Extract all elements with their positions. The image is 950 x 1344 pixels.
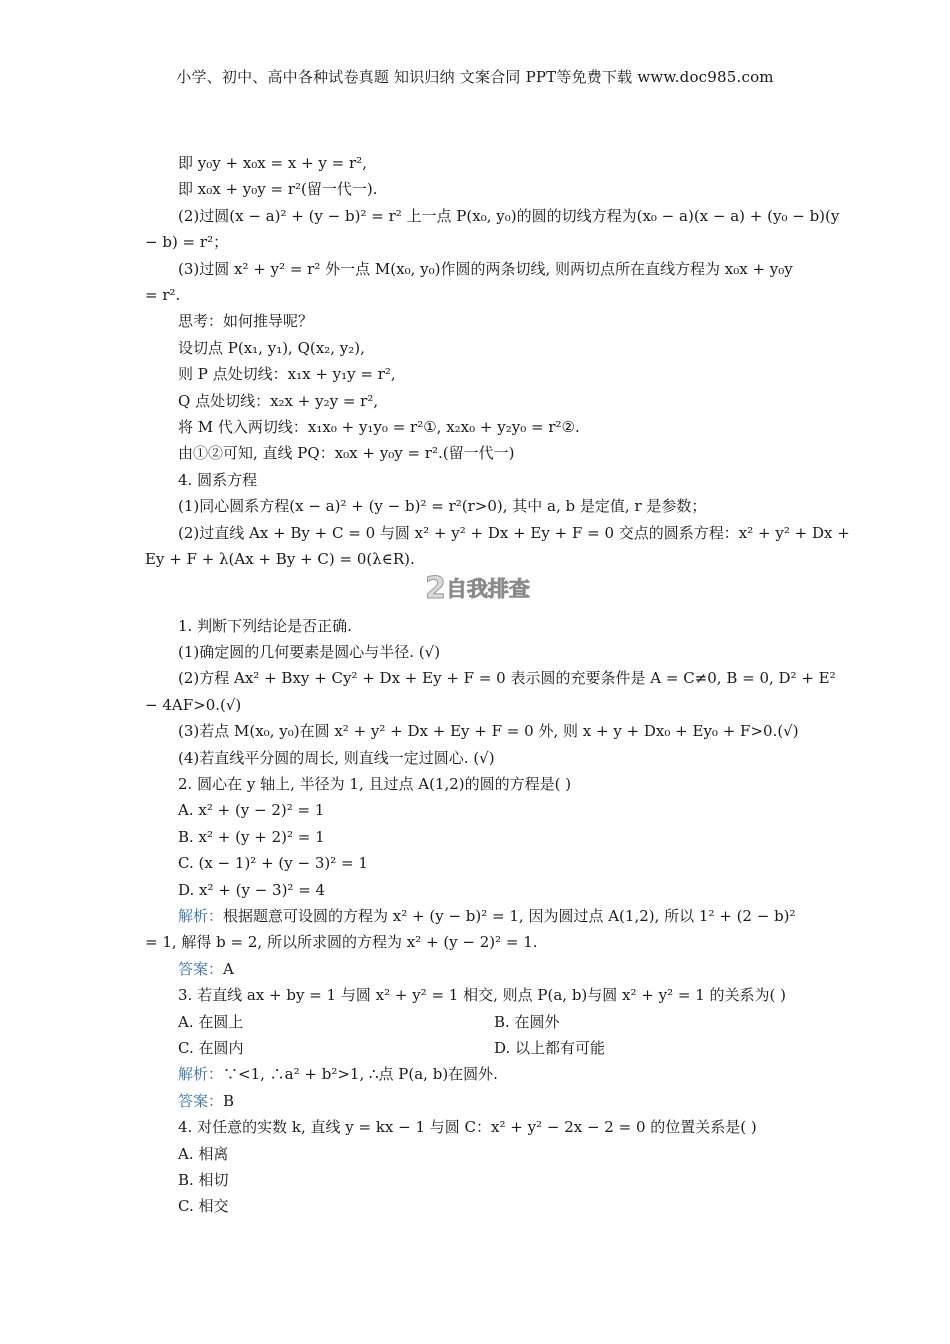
text-line: 2. 圆心在 y 轴上, 半径为 1, 且过点 A(1,2)的圆的方程是( ) [178,774,572,793]
text-line: 则 P 点处切线：x₁x + y₁y = r², [178,365,396,384]
q3-option-c: C. 在圆内 [178,1039,244,1057]
text-line: (2)过圆(x − a)² + (y − b)² = r² 上一点 P(x₀, y₀)的圆的切线方程为(x₀ − a)(x − a) + (y₀ − b)(y [178,206,840,225]
text-line: − 4AF>0.(√) [145,695,242,714]
q4-option-b: B. 相切 [178,1171,229,1190]
answer-value: A [223,959,234,978]
self-check-questions [145,613,836,903]
text-line: 由①②可知, 直线 PQ：x₀x + y₀y = r².(留一代一) [178,444,515,463]
analysis-label: 解析： [178,1065,224,1084]
text-line: C. (x − 1)² + (y − 3)² = 1 [178,854,368,873]
document-body [145,150,850,1220]
analysis-text: ∵<1, ∴a² + b²>1, ∴点 P(a, b)在圆外. [223,1065,498,1084]
text-line: (4)若直线平分圆的周长, 则直线一定过圆心. (√) [178,748,495,767]
answer-value: B [223,1091,235,1110]
answer-label: 答案： [178,1091,224,1110]
text-line: (2)过直线 Ax + By + C = 0 与圆 x² + y² + Dx + Ey + F = 0 交点的圆系方程：x² + y² + Dx + [178,523,850,542]
page-header: 小学、初中、高中各种试卷真题 知识归纳 文案合同 PPT等免费下载 www.doc985.com [176,68,774,86]
text-line: (3)若点 M(x₀, y₀)在圆 x² + y² + Dx + Ey + F = 0 外, 则 x + y + Dx₀ + Ey₀ + F>0.(√) [178,722,799,741]
q2-answer [145,956,810,982]
text-line: Ey + F + λ(Ax + By + C) = 0(λ∈R). [145,550,415,569]
q4-stem: 4. 对任意的实数 k, 直线 y = kx − 1 与圆 C：x² + y² − 2x − 2 = 0 的位置关系是( ) [178,1118,757,1137]
tangent-line-notes [145,150,850,573]
section-heading [145,570,810,609]
text-line: − b) = r²； [145,233,229,252]
q3-option-b: B. 在圆外 [494,1012,560,1031]
q3-option-d: D. 以上都有可能 [494,1039,606,1057]
section-title: 自我排查 [445,576,530,601]
q3-stem: 3. 若直线 ax + by = 1 与圆 x² + y² = 1 相交, 则点 P(a, b)与圆 x² + y² = 1 的关系为( ) [178,986,786,1005]
analysis-label: 解析： [178,906,224,925]
q3-analysis [145,1061,810,1087]
q3-options-row-1 [145,1009,810,1035]
text-line: 将 M 代入两切线：x₁x₀ + y₁y₀ = r²①, x₂x₀ + y₂y₀ = r²②. [178,418,580,437]
q4-option-c: C. 相交 [178,1197,229,1216]
q3-answer [145,1088,810,1114]
section-number: 2 [425,570,446,606]
q2-analysis-cont: = 1, 解得 b = 2, 所以所求圆的方程为 x² + (y − 2)² = 1. [145,933,538,952]
analysis-text: 根据题意可设圆的方程为 x² + (y − b)² = 1, 因为圆过点 A(1,2), 所以 1² + (2 − b)² [223,906,796,925]
text-line: D. x² + (y − 3)² = 4 [178,880,326,899]
text-line: = r². [145,286,181,305]
text-line: (1)确定圆的几何要素是圆心与半径. (√) [178,642,441,661]
q4-option-a: A. 相离 [178,1144,229,1163]
text-line: 思考：如何推导呢？ [178,312,314,331]
text-line: 4. 圆系方程 [178,470,258,489]
text-line: (1)同心圆系方程(x − a)² + (y − b)² = r²(r>0), 其中 a, b 是定值, r 是参数； [178,497,707,516]
text-line: 设切点 P(x₁, y₁), Q(x₂, y₂), [178,338,365,357]
answer-label: 答案： [178,959,224,978]
q3-options-row-2 [145,1035,810,1061]
text-line: A. x² + (y − 2)² = 1 [178,801,325,820]
text-line: 即 x₀x + y₀y = r²(留一代一). [178,180,378,199]
q3-option-a: A. 在圆上 [178,1012,244,1031]
text-line: (2)方程 Ax² + Bxy + Cy² + Dx + Ey + F = 0 表示圆的充要条件是 A = C≠0, B = 0, D² + E² [178,669,836,688]
text-line: (3)过圆 x² + y² = r² 外一点 M(x₀, y₀)作圆的两条切线, 则两切点所在直线方程为 x₀x + y₀y [178,259,793,278]
q2-analysis [145,903,810,929]
text-line: 1. 判断下列结论是否正确. [178,616,352,635]
text-line: 即 y₀y + x₀x = x + y = r², [178,154,367,172]
text-line: B. x² + (y + 2)² = 1 [178,827,325,846]
text-line: Q 点处切线：x₂x + y₂y = r², [178,391,379,410]
